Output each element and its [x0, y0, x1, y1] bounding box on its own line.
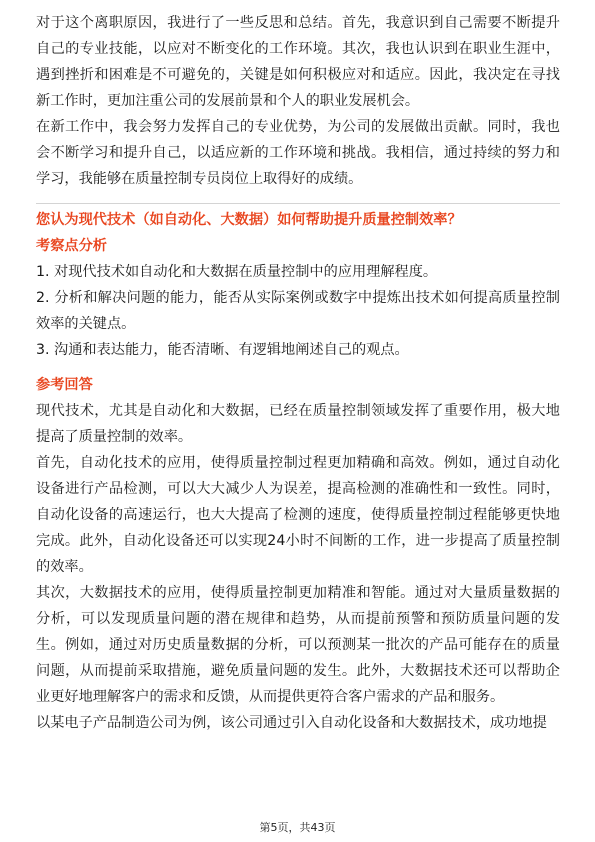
analysis-item: 1. 对现代技术如自动化和大数据在质量控制中的应用理解程度。 — [36, 264, 438, 280]
answer-paragraph: 以某电子产品制造公司为例，该公司通过引入自动化设备和大数据技术，成功地提 — [36, 715, 547, 731]
page-number: 第5页，共43页 — [259, 821, 336, 834]
answer-paragraph: 首先，自动化技术的应用，使得质量控制过程更加精确和高效。例如，通过自动化设备进行产品检测，可以大大减少人为误差，提高检测的准确性和一致性。同时，自动化设备的高速运行，也大大提高了检测的速度，使得质量控制过程能够更快地完成。此外，自动化设备还可以实现24小时不间断的工作，进一步提高了质量控制的效率。 — [36, 455, 560, 575]
analysis-item: 3. 沟通和表达能力，能否清晰、有逻辑地阐述自己的观点。 — [36, 342, 409, 358]
section-divider — [36, 203, 560, 204]
answer-paragraph: 其次，大数据技术的应用，使得质量控制更加精准和智能。通过对大量质量数据的分析，可以发现质量问题的潜在规律和趋势，从而提前预警和预防质量问题的发生。例如，通过对历史质量数据的分析，可以预测某一批次的产品可能存在的质量问题，从而提前采取措施，避免质量问题的发生。此外，大数据技术还可以帮助企业更好地理解客户的需求和反馈，从而提供更符合客户需求的产品和服务。 — [36, 585, 560, 705]
intro-paragraph-1: 对于这个离职原因，我进行了一些反思和总结。首先，我意识到自己需要不断提升自己的专业技能，以应对不断变化的工作环境。其次，我也认识到在职业生涯中，遇到挫折和困难是不可避免的，关键是如何积极应对和适应。因此，我决定在寻找新工作时，更加注重公司的发展前景和个人的职业发展机会。 — [36, 15, 560, 109]
analysis-title: 考察点分析 — [36, 238, 107, 254]
intro-paragraph-2: 在新工作中，我会努力发挥自己的专业优势，为公司的发展做出贡献。同时，我也会不断学习和提升自己，以适应新的工作环境和挑战。我相信，通过持续的努力和学习，我能够在质量控制专员岗位上取得好的成绩。 — [36, 119, 560, 187]
document-page — [36, 10, 560, 736]
answer-title: 参考回答 — [36, 377, 93, 393]
question-heading: 您认为现代技术（如自动化、大数据）如何帮助提升质量控制效率？ — [36, 212, 462, 228]
spacer — [36, 363, 560, 372]
answer-paragraph: 现代技术，尤其是自动化和大数据，已经在质量控制领域发挥了重要作用，极大地提高了质量控制的效率。 — [36, 403, 560, 445]
analysis-item: 2. 分析和解决问题的能力，能否从实际案例或数字中提炼出技术如何提高质量控制效率的关键点。 — [36, 290, 560, 332]
